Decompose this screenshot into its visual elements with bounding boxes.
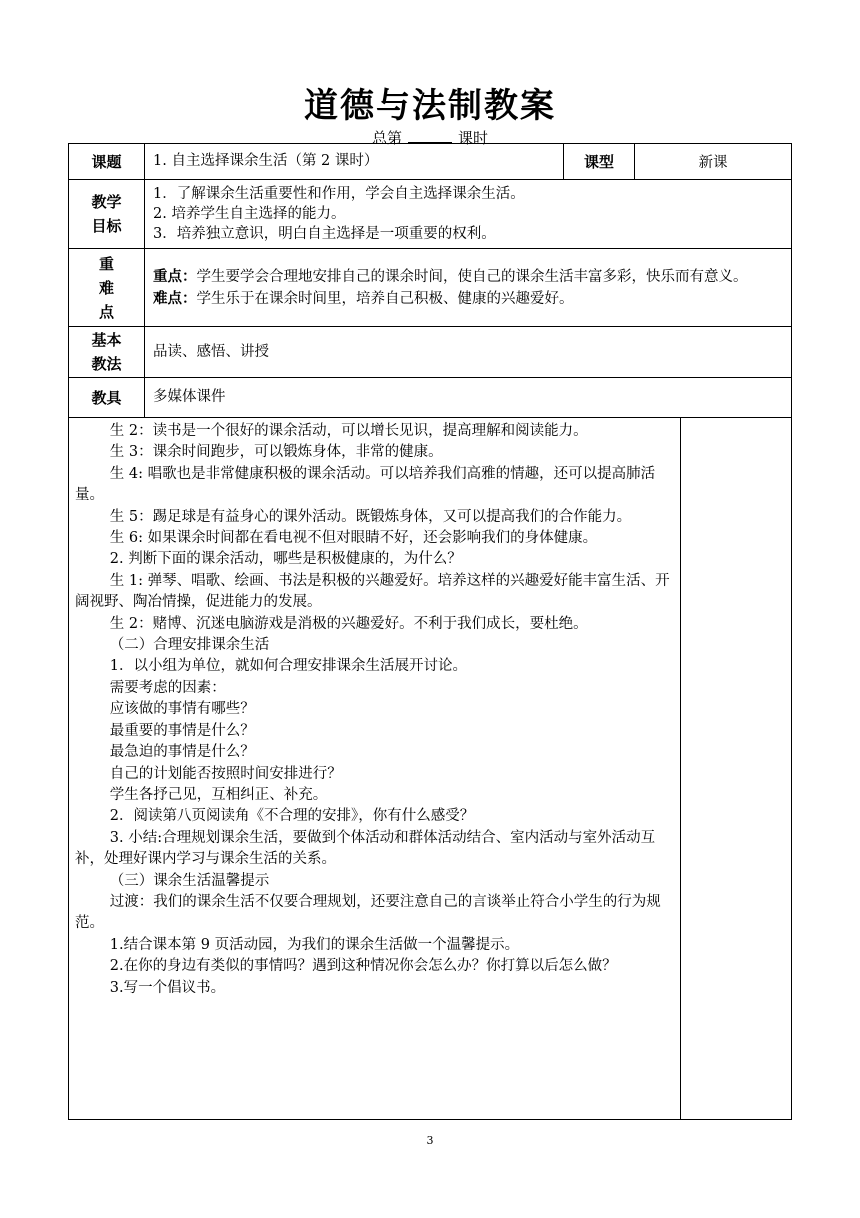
section-heading: （二）合理安排课余生活 (109, 637, 270, 654)
process-line: 生 4: 唱歌也是非常健康积极的课余活动。可以培养我们高雅的情趣，还可以提高肺活量。 (75, 465, 656, 504)
process-line: 生 5：踢足球是有益身心的课外活动。既锻炼身体，又可以提高我们的合作能力。 (109, 508, 632, 525)
difficult-point-label: 难点： (153, 289, 197, 307)
process-line: 2.在你的身边有类似的事情吗？遇到这种情况你会怎么办？你打算以后怎么做？ (109, 958, 617, 975)
process-line: 最急迫的事情是什么？ (109, 744, 255, 761)
process-line: 2. 判断下面的课余活动，哪些是积极健康的，为什么？ (109, 551, 462, 568)
process-line: 生 3：课余时间跑步，可以锻炼身体，非常的健康。 (109, 444, 443, 461)
method-label (69, 327, 145, 377)
process-line: 生 1: 弹琴、唱歌、绘画、书法是积极的兴趣爱好。培养这样的兴趣爱好能丰富生活、开阔视野、陶冶情操，促进能力的发展。 (75, 572, 670, 611)
page-number: 3 (426, 1134, 434, 1147)
process-line: 2．阅读第八页阅读角《不合理的安排》，你有什么感受？ (109, 808, 475, 825)
key-point-label: 重点： (153, 267, 197, 285)
difficult-point-text: 学生乐于在课余时间里，培养自己积极、健康的兴趣爱好。 (196, 290, 574, 307)
process-line: 自己的计划能否按照时间安排进行？ (109, 765, 342, 782)
process-line: 1．以小组为单位，就如何合理安排课余生活展开讨论。 (109, 658, 468, 675)
row-tools (68, 377, 792, 417)
notes-column (681, 418, 791, 1119)
key-points-label-text: 重难点 (98, 254, 114, 321)
tools-value: 多媒体课件 (153, 389, 226, 405)
document-title: 道德与法制教案 (304, 86, 556, 126)
method-value: 品读、感悟、讲授 (153, 343, 269, 360)
row-method (68, 326, 792, 377)
lesson-plan-table (68, 143, 792, 1120)
key-points-content (145, 249, 791, 326)
difficult-point (153, 288, 783, 310)
goals-list (145, 180, 791, 248)
goal-item: 2. 培养学生自主选择的能力。 (153, 206, 346, 222)
process-line: 最重要的事情是什么？ (109, 722, 255, 739)
process-line: 1.结合课本第 9 页活动园，为我们的课余生活做一个温馨提示。 (109, 936, 520, 953)
goals-label (69, 180, 145, 248)
row-goals (68, 179, 792, 248)
key-points-label (69, 249, 145, 326)
method-label-text: 基本教法 (91, 331, 122, 373)
row-topic (68, 143, 792, 179)
lesson-count-suffix: 课时 (458, 129, 489, 147)
lesson-type-value: 新课 (698, 155, 728, 171)
topic-label: 课题 (69, 144, 145, 179)
process-line: 过渡：我们的课余生活不仅要合理规划，还要注意自己的言谈举止符合小学生的行为规范。 (75, 893, 661, 932)
lesson-count-prefix: 总第 (371, 129, 402, 147)
process-line: 需要考虑的因素： (109, 679, 226, 696)
key-point-text: 学生要学会合理地安排自己的课余时间，使自己的课余生活丰富多彩，快乐而有意义。 (196, 268, 748, 285)
process-line: 生 2：读书是一个很好的课余活动，可以增长见识，提高理解和阅读能力。 (109, 423, 588, 439)
process-line: 3. 小结:合理规划课余生活，要做到个体活动和群体活动结合、室内活动与室外活动互补，处理好课内学习与课余生活的关系。 (75, 829, 656, 868)
goal-item: 1．了解课余生活重要性和作用，学会自主选择课余生活。 (153, 186, 525, 202)
process-line: 生 2：赌博、沉迷电脑游戏是消极的兴趣爱好。不利于我们成长，要杜绝。 (109, 615, 588, 632)
goals-label-text: 教学目标 (91, 193, 122, 235)
key-point (153, 266, 783, 288)
lesson-count-blank (408, 130, 452, 143)
tools-label: 教具 (69, 378, 145, 417)
process-line: 应该做的事情有哪些？ (109, 701, 255, 718)
section-heading: （三）课余生活温馨提示 (109, 872, 270, 889)
lesson-type-label: 课型 (564, 144, 635, 179)
process-line: 生 6: 如果课余时间都在看电视不但对眼睛不好，还会影响我们的身体健康。 (109, 530, 598, 547)
teaching-process-text (69, 418, 681, 1119)
row-teaching-process (68, 417, 792, 1120)
process-line: 学生各抒己见，互相纠正、补充。 (109, 786, 328, 803)
row-key-points (68, 248, 792, 326)
process-line: 3.写一个倡议书。 (109, 979, 226, 996)
goal-item: 3．培养独立意识，明白自主选择是一项重要的权利。 (153, 226, 496, 242)
topic-value: 1. 自主选择课余生活（第 2 课时） (145, 144, 564, 179)
